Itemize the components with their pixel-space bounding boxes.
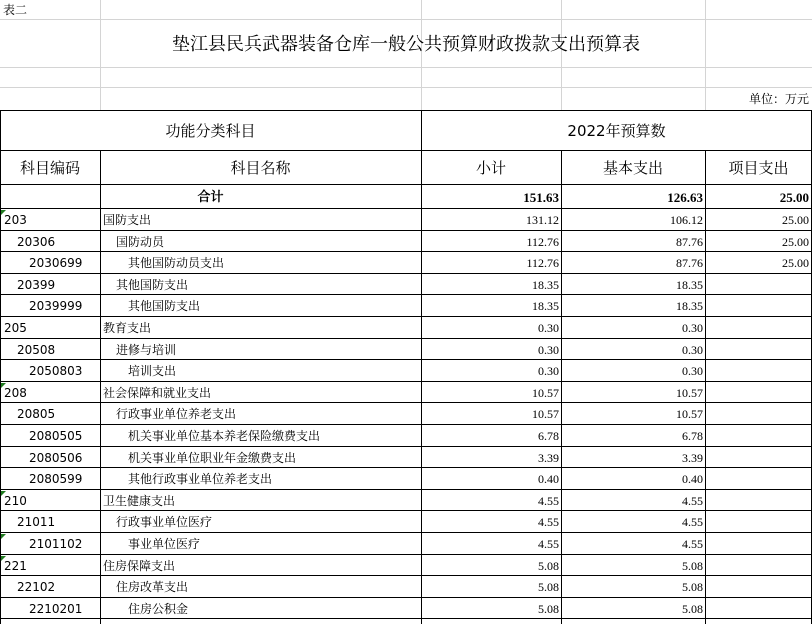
row-code: 221 [4,559,27,573]
row-code: 2080505 [29,429,83,443]
row-project: 25.00 [782,256,809,270]
row-code: 210 [4,494,27,508]
gridline [0,19,812,20]
row-name: 机关事业单位职业年金缴费支出 [128,451,297,465]
table-border [0,230,812,231]
table-border [0,273,812,274]
row-code: 21011 [17,515,56,529]
gridline [100,0,101,110]
row-basic: 6.78 [682,429,703,443]
page-title: 垫江县民兵武器装备仓库一般公共预算财政拨款支出预算表 [172,34,640,55]
table-border [421,110,422,624]
row-subtotal: 0.30 [538,343,559,357]
row-name: 教育支出 [103,321,152,335]
row-code: 2080599 [29,472,83,486]
table-border [0,251,812,252]
table-border [0,467,812,468]
row-subtotal: 112.76 [526,256,559,270]
row-name: 其他国防动员支出 [128,256,225,270]
row-name: 住房改革支出 [116,580,189,594]
table-border [100,150,101,624]
table-border [0,446,812,447]
gridline [561,0,562,110]
row-basic: 3.39 [682,451,703,465]
table-border [0,554,812,555]
row-name: 社会保障和就业支出 [103,386,212,400]
row-code: 2050803 [29,364,83,378]
row-subtotal: 10.57 [532,407,559,421]
row-code: 2101102 [29,537,83,551]
row-subtotal: 0.30 [538,321,559,335]
row-subtotal: 18.35 [532,278,559,292]
row-subtotal: 4.55 [538,515,559,529]
unit-label: 单位：万元 [748,92,809,106]
row-name: 国防动员 [116,235,165,249]
header-function-classification: 功能分类科目 [165,122,256,140]
cell-marker-icon [1,556,6,561]
gridline [705,0,706,110]
row-basic: 5.08 [682,602,703,616]
row-basic: 87.76 [676,256,703,270]
gridline [421,0,422,110]
table-border [0,110,1,624]
row-name: 国防支出 [103,213,152,227]
table-border [0,184,812,185]
row-basic: 87.76 [676,235,703,249]
row-basic: 10.57 [676,407,703,421]
row-code: 2210201 [29,602,83,616]
row-basic: 4.55 [682,515,703,529]
row-project: 25.00 [782,213,809,227]
header-budget-2022: 2022年预算数 [567,122,666,140]
table-border [0,424,812,425]
header-basic: 基本支出 [602,159,663,177]
row-name: 其他国防支出 [116,278,189,292]
table-border [0,402,812,403]
table-border [0,618,812,619]
row-code: 20805 [17,407,56,421]
row-subtotal: 18.35 [532,299,559,313]
table-border [0,597,812,598]
row-basic: 4.55 [682,494,703,508]
row-subtotal: 5.08 [538,580,559,594]
table-border [561,150,562,624]
row-name: 住房保障支出 [103,559,176,573]
row-basic: 0.30 [682,343,703,357]
row-name: 其他国防支出 [128,299,201,313]
table-border [0,575,812,576]
row-basic: 18.35 [676,299,703,313]
row-name: 事业单位医疗 [128,537,201,551]
row-subtotal: 112.76 [526,235,559,249]
cell-marker-icon [1,383,6,388]
row-subtotal: 131.12 [526,213,559,227]
row-name: 机关事业单位基本养老保险缴费支出 [128,429,321,443]
total-project: 25.00 [779,190,809,205]
cell-marker-icon [1,534,6,539]
gridline [0,67,812,68]
table-border [0,294,812,295]
header-code: 科目编码 [19,159,80,177]
row-subtotal: 5.08 [538,559,559,573]
row-subtotal: 4.55 [538,494,559,508]
row-subtotal: 0.40 [538,472,559,486]
row-basic: 10.57 [676,386,703,400]
row-basic: 0.30 [682,321,703,335]
row-basic: 0.40 [682,472,703,486]
table-border [0,359,812,360]
row-basic: 0.30 [682,364,703,378]
row-code: 22102 [17,580,56,594]
header-project: 项目支出 [728,159,789,177]
row-code: 2030699 [29,256,83,270]
table-border [0,381,812,382]
row-code: 20508 [17,343,56,357]
row-code: 203 [4,213,27,227]
row-name: 住房公积金 [128,602,189,616]
row-basic: 106.12 [670,213,703,227]
row-basic: 18.35 [676,278,703,292]
row-basic: 4.55 [682,537,703,551]
table-border [0,489,812,490]
row-subtotal: 4.55 [538,537,559,551]
gridline [0,87,812,88]
table-border [0,110,812,111]
row-subtotal: 10.57 [532,386,559,400]
row-name: 卫生健康支出 [103,494,176,508]
row-code: 2080506 [29,451,83,465]
header-subtotal: 小计 [475,159,506,177]
row-code: 20306 [17,235,56,249]
row-name: 行政事业单位医疗 [116,515,213,529]
row-name: 行政事业单位养老支出 [116,407,237,421]
table-border [0,510,812,511]
row-code: 205 [4,321,27,335]
row-code: 20399 [17,278,56,292]
row-subtotal: 5.08 [538,602,559,616]
sheet-label: 表二 [3,3,28,17]
cell-marker-icon [1,210,6,215]
row-subtotal: 3.39 [538,451,559,465]
table-border [705,150,706,624]
total-basic: 126.63 [667,190,703,205]
row-project: 25.00 [782,235,809,249]
row-basic: 5.08 [682,559,703,573]
table-border [0,208,812,209]
total-subtotal: 151.63 [523,190,559,205]
table-border [0,150,812,151]
table-border [0,338,812,339]
header-name: 科目名称 [230,159,291,177]
row-code: 2039999 [29,299,83,313]
total-label: 合计 [197,190,224,205]
table-border [0,532,812,533]
table-border [0,316,812,317]
row-name: 进修与培训 [116,343,177,357]
row-name: 其他行政事业单位养老支出 [128,472,273,486]
row-subtotal: 0.30 [538,364,559,378]
row-basic: 5.08 [682,580,703,594]
row-subtotal: 6.78 [538,429,559,443]
row-code: 208 [4,386,27,400]
cell-marker-icon [1,491,6,496]
row-name: 培训支出 [128,364,177,378]
